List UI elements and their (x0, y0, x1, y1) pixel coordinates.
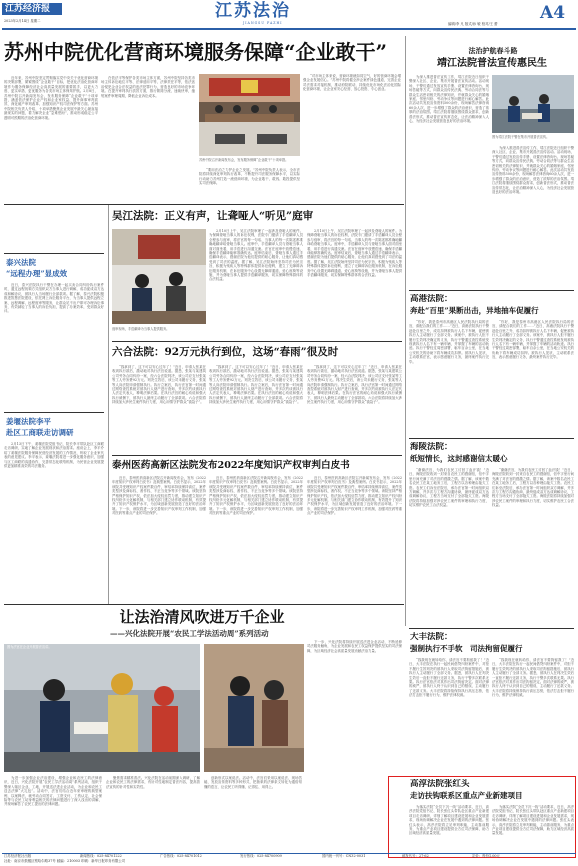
outreach-photo (492, 75, 574, 133)
lead-col-1 (4, 76, 98, 200)
wujiang-col-2 (307, 229, 402, 339)
lead-headline: 苏州中院优化营商环境服务保障“企业敢干” (4, 40, 388, 64)
dafeng-col-1 (409, 658, 489, 770)
section-title: 江苏法治 (215, 1, 291, 21)
lead-col-2 (101, 76, 195, 200)
lead-col-4-text: “对市场主体来说，营商环境就如同空气，好的营商环境会增强企业发展信心。”苏州中院将健全涉企案件绿色通道，完善企业司法需求对接机制，推动府院联动，持续优化市场化法治化国际化营商环境，让企业家安心经营、放心投资、专心创业。 (303, 74, 401, 92)
lead-col-4 (303, 74, 401, 200)
hailing-rule (409, 438, 574, 439)
footer-publisher: 江苏经济报社出版 (4, 854, 32, 858)
lead-col-1-text: 近年来，苏州中院坚定贯彻落实党中央关于优化营商环境的决策部署，紧紧围绕“企业敢干”目标，把优化法治化营商环境作为服务保障经济社会高质量发展的重要抓手，以更大力度、更实举措、更优服务为各类市场主体保驾护航。2月8日，苏州中院召开新闻发布会，发布服务保障“企业敢干”十项举措，涵盖依法保护企业产权和企业家权益、提升商事审判质效、深化破产审判改革、加强知识产权司法保护等方面。苏州中院相关负责人介绍，十项举措聚焦企业发展中最关心最直接最现实的问题，着力解决企业“急难愁盼”，推动形成稳定公平透明可预期的法治化营商环境。 (4, 76, 98, 120)
dafeng-col-2-text: “钱我现在就转给你，请法官不要拘留我了！”近日，大丰法院在执行一起民间借贷纠纷案件中，对拒不履行生效判决的被执行人采取司法拘留措施后，被执行人主动履行了全部义务。据悉，被执行人在判决生效后一直拒不履行还款义务，执行干警多次联系无果。执行法官依法对其作出司法拘留决定。面对法律的威严，被执行人终于认识到自己的错误，主动履行了还款义务。大丰法院将持续保持执行高压态势，依法打击拒不履行行为，维护法律权威。 (492, 658, 574, 698)
jiangyan-body (4, 442, 104, 588)
wujiang-col-2-text: 2月10日上午，吴江法院审理了一起涉及聋哑人的案件。为保障聋哑当事人的诉讼权利，法院专门邀请了手语翻译人员全程参与庭审，将法官的每一句话、当事人的每一次陈述都准确地翻译给聋哑当事人。庭审中，手语翻译人员与聋哑当事人面对面坐着，用手语进行沟通交流。法官在庭审中放慢语速，确保手语翻译能够准确传达。庭审结束后，聋哑当事人通过手语翻译表示，感谢法院为他们提供的贴心服务，让他们真切感受到了司法的温度。据了解，吴江法院始终坚持司法为民宗旨，积极为残疾人等特殊群体提供诉讼便利，建立了无障碍诉讼服务机制，在诉讼服务中心设置无障碍通道、爱心座椅等设施，并为聋哑当事人提供手语翻译服务，切实保障特殊群体的合法权益。 (307, 229, 402, 278)
jiangyan-title: 姜堰法院李平 (6, 417, 51, 426)
feature-headline: 靖江法院普法宣传惠民生 (437, 58, 547, 69)
gaochun-title: 高淳法院张红头 (410, 779, 470, 789)
liuhe-col-2 (209, 365, 303, 453)
taixing-body-text: 近日，泰兴法院执行干警在办理一起买卖合同纠纷执行案件时，通过远程视频方式组织双方当事人进行调解，成功促成双方达成和解协议，被执行人当场履行全部款项。据了解，泰兴法院积极推进智慧法院建设，依托网上诉讼服务平台，为当事人提供远程立案、远程调解、远程庭审等服务，让群众足不出户即可办理诉讼事务，有效减轻了当事人的诉讼负担，提高了办案效率，受到群众好评。 (4, 283, 104, 314)
feature-body-right-text: 为深入推进普法宣传工作，靖江法院近日组织干警深入社区、企业、集市开展普法宣传活动。活动现场，干警们通过发放宣传手册、设置法律咨询台、现场答疑等方式，向群众宣传民法典、劳动合同法等与群众生活密切相关的法律知识，并就群众关心的婚姻家庭、邻里纠纷、劳动争议等问题进行耐心解答。此次活动共发放宣传资料500余份，现场解答法律咨询60余人次，进一步增强了群众的法治意识，营造了浓厚的法治氛围。靖江法院将继续围绕群众需求，创新普法形式，推动普法宣传常态化，让法治精神深入人心，为经济社会发展营造良好的法治环境。 (492, 146, 574, 195)
lead-col-3 (199, 168, 300, 200)
gaogang-col-1-text: “你好，我是泰州市高港区人民法院执行局的法官，请配合我们的工作……”近日，高港法院执行干警赶赴百里之外，成功扣押被执行人名下车辆，促使被执行人主动履行了全部义务。该案中，被执行人拒不履行生效判决确定的义务，执行干警通过查控系统发现被执行人名下有一辆车辆，并掌握了车辆的活动轨迹。执行干警经过周密部署，驱车百余公里，在当地公安机关的协助下将车辆成功扣押。被执行人见状，主动联系法官，表示愿意履行义务，最终案件执行完毕。 (409, 320, 489, 364)
lead-col-2-text: 在依法平等保护各类市场主体方面，苏州中院坚持各类市场主体诉讼地位平等、法律适用平等、法律责任平等，依法惩治侵犯企业合法权益的违法犯罪行为，营造良好的市场竞争环境。在提升审判执行质效方面，推行繁简分流、速裁快审，缩短案件审理周期，降低企业诉讼成本。 (101, 76, 195, 98)
bottom-photo (4, 644, 200, 772)
taizhou-rule (112, 455, 402, 456)
feature-caption: 图为靖江法院干警在集市开展普法宣传。 (492, 135, 550, 139)
gaochun-col-2 (492, 805, 574, 855)
gaogang-col-2-text: “你好，我是泰州市高港区人民法院执行局的法官，请配合我们的工作……”近日，高港法院执行干警赶赴百里之外，成功扣押被执行人名下车辆，促使被执行人主动履行了全部义务。该案中，被执行人拒不履行生效判决确定的义务，执行干警通过查控系统发现被执行人名下有一辆车辆，并掌握了车辆的活动轨迹。执行干警经过周密部署，驱车百余公里，在当地公安机关的协助下将车辆成功扣押。被执行人见状，主动联系法官，表示愿意履行义务，最终案件执行完毕。 (492, 320, 574, 360)
liuhe-col-2-text: “钱拿到了，这下可以安心过年了！”近日，申请人张某在收到执行款后，激动地对执行法官说道。据悉，张某与某建筑公司劳务合同纠纷一案，经六合法院判决，该公司应支付张某等工人劳务费92万元。判决生效后，该公司未履行义务，张某等人向法院申请强制执行。执行立案后，执行法官第一时间通过网络查控系统对被执行人财产进行查询，并多次约谈被执行人法定代表人，释明法律后果。在执行法官的耐心劝说和强大执行威慑下，被执行人最终主动履行了全部款项。六合法院将持续加大涉民生案件执行力度，用心用情守护群众“钱袋子”。 (209, 365, 303, 405)
wujiang-rule (4, 204, 404, 205)
taixing-title: 泰兴法院 (6, 258, 36, 267)
bottom-col-1-text: 为进一步加强企业法治建设，增强企业和农民工的法律意识，近日，兴化法院开展“农民工学法活动周”系列活动，组织干警深入辖区企业、工地，开展送法进企业活动，为企业和农民工送去法律“大礼包”。活动中，法官们结合近年来审理的典型案例，以案释法，就劳动合同签订、工资支付、工伤认定、社会保险等与农民工切身利益相关的法律问题进行了深入浅出的讲解，并现场解答了农民工提出的法律问题。 (4, 776, 102, 807)
bottom-col-3 (204, 776, 302, 856)
bottom-col-3-text: 创新形式以案说法。活动中，法官们采用以案说法、现场答疑、发放宣传资料等多种形式，把抽象的法律条文转化为通俗易懂的语言，让农民工听得懂、记得住、用得上。 (204, 776, 302, 789)
courtroom-photo (199, 74, 300, 156)
paper-name: 江苏经济报 (5, 4, 51, 14)
gaogang-rule (409, 290, 574, 291)
divider (405, 36, 406, 626)
taizhou-headline: 泰州医药高新区法院发布2022年度知识产权审判白皮书 (112, 460, 350, 471)
bottom-headline: 让法治清风吹进万千企业 (119, 608, 285, 626)
left-brief-rule (4, 253, 104, 254)
feature-photo (492, 75, 574, 133)
lead-photo-caption: 苏州中院召开新闻发布会，发布服务保障“企业敢干”十项举措。 (199, 158, 289, 162)
liuhe-headline: 六合法院：92万元执行到位，这场“春雨”很及时 (112, 346, 339, 358)
editor-line: 编辑/李 凡 版式/孙 敏 校对/王 蕾 (448, 22, 498, 26)
lead-col-3-text: “要用法治之力护企业之发展。”苏州中院负责人表示，全市法院将持续深化审判执行改革，不断提升司法服务保障水平，以实际行动助力苏州打造一流营商环境，为企业敢干、敢闯、敢投提供坚实司法保障。 (199, 168, 300, 186)
liuhe-col-1 (112, 365, 206, 453)
feature-body-text: 为深入推进普法宣传工作，靖江法院近日组织干警深入社区、企业、集市开展普法宣传活动。活动现场，干警们通过发放宣传手册、设置法律咨询台、现场答疑等方式，向群众宣传民法典、劳动合同法等与群众生活密切相关的法律知识，并就群众关心的婚姻家庭、邻里纠纷、劳动争议等问题进行耐心解答。此次活动共发放宣传资料500余份，现场解答法律咨询60余人次，进一步增强了群众的法治意识，营造了浓厚的法治氛围。靖江法院将继续围绕群众需求，创新普法形式，推动普法宣传常态化，让法治精神深入人心，为经济社会发展营造良好的法治环境。 (409, 75, 489, 124)
taizhou-col-3 (307, 476, 402, 598)
lead-photo (199, 74, 300, 156)
taizhou-col-2-text: 近日，泰州医药高新区法院召开新闻发布会，发布《2022年度知识产权审判白皮书》及典型案例。白皮书显示，2022年该院共受理知识产权案件数百件，审结率持续保持高位，案件类型涉及商标权、著作权、不正当竞争等多个领域。该院坚持严格保护知识产权，依法加大侵权惩罚力度，推动建立知识产权纠纷多元化解机制，与相关部门建立协作联动机制，有效提升了知识产权保护水平，为区域创新发展营造了良好的法治环境。下一步，该院将进一步完善知识产权审判工作机制，加强对医药等重点产业的司法保护。 (209, 476, 303, 516)
liuhe-col-3-text: “钱拿到了，这下可以安心过年了！”近日，申请人张某在收到执行款后，激动地对执行法官说道。据悉，张某与某建筑公司劳务合同纠纷一案，经六合法院判决，该公司应支付张某等工人劳务费92万元。判决生效后，该公司未履行义务，张某等人向法院申请强制执行。执行立案后，执行法官第一时间通过网络查控系统对被执行人财产进行查询，并多次约谈被执行人法定代表人，释明法律后果。在执行法官的耐心劝说和强大执行威慑下，被执行人最终主动履行了全部款项。六合法院将持续加大涉民生案件执行力度，用心用情守护群众“钱袋子”。 (307, 365, 402, 405)
taizhou-col-2 (209, 476, 303, 598)
taixing-subtitle: “远程办理”显成效 (6, 269, 68, 278)
dafeng-subtitle: 强制执行不手软 司法拘留促履行 (410, 644, 523, 653)
jiangyan-subtitle: 赴区工商联走访调研 (6, 428, 74, 437)
trial-photo (112, 229, 206, 324)
dafeng-rule (409, 628, 574, 629)
gaogang-subtitle: 奔赴“百里”果断出击，异地抽车促履行 (410, 306, 539, 315)
gaogang-col-1 (409, 320, 489, 435)
workshop-photo (4, 644, 200, 772)
liuhe-col-3 (307, 365, 402, 453)
footer-news-hotline: 新闻热线：025-84701222 (80, 854, 122, 858)
taizhou-col-3-text: 近日，泰州医药高新区法院召开新闻发布会，发布《2022年度知识产权审判白皮书》及典型案例。白皮书显示，2022年该院共受理知识产权案件数百件，审结率持续保持高位，案件类型涉及商标权、著作权、不正当竞争等多个领域。该院坚持严格保护知识产权，依法加大侵权惩罚力度，推动建立知识产权纠纷多元化解机制，与相关部门建立协作联动机制，有效提升了知识产权保护水平，为区域创新发展营造了良好的法治环境。下一步，该院将进一步完善知识产权审判工作机制，加强对医药等重点产业的司法保护。 (307, 476, 402, 516)
bottom-col-4 (307, 640, 402, 856)
wujiang-col-1-text: 2月10日上午，吴江法院审理了一起涉及聋哑人的案件。为保障聋哑当事人的诉讼权利，法院专门邀请了手语翻译人员全程参与庭审，将法官的每一句话、当事人的每一次陈述都准确地翻译给聋哑当事人。庭审中，手语翻译人员与聋哑当事人面对面坐着，用手语进行沟通交流。法官在庭审中放慢语速，确保手语翻译能够准确传达。庭审结束后，聋哑当事人通过手语翻译表示，感谢法院为他们提供的贴心服务，让他们真切感受到了司法的温度。据了解，吴江法院始终坚持司法为民宗旨，积极为残疾人等特殊群体提供诉讼便利，建立了无障碍诉讼服务机制，在诉讼服务中心设置无障碍通道、爱心座椅等设施，并为聋哑当事人提供手语翻译服务，切实保障特殊群体的合法权益。 (209, 229, 303, 282)
taizhou-col-1 (112, 476, 206, 598)
dafeng-title: 大丰法院： (410, 632, 453, 642)
footer-ad-hotline: 广告热线：025-84701012 (160, 854, 202, 858)
footer-distribution-hotline: 发行热线：025-84700909 (240, 854, 282, 858)
gaochun-subtitle: 走访扶钩联系区重点产业新建项目 (410, 791, 523, 800)
jiangyan-body-text: 2月13日下午，姜堰法院党组书记、院长李平带队赴区工商联走访调研，实地了解企业发展现状和法治需求。座谈会上，李平介绍了姜堰法院服务保障民营经济发展的工作情况，听取了企业家代表的意见建议。李平表示，姜堰法院将进一步强化服务意识，加强与区工商联的沟通协作，完善常态化联络机制，为民营企业发展提供更加精准高效的司法服务。 (4, 442, 104, 469)
gaochun-col-1-text: 为落实法院“全员下沉一线”活动要求，近日，高淳法院党组书记、院长张红头带队赴区重点产业新建项目走访调研，详细了解项目建设进展和企业发展需求，现场协调解决企业在发展中遇到的法律问题。张红头表示，高淳法院将立足审判职能，主动靠前服务，为重点产业项目建设提供全方位司法保障，助力区域经济高质量发展。 (409, 805, 489, 836)
wujiang-headline: 吴江法院：正义有声，让聋哑人“听见”庭审 (112, 210, 314, 222)
dafeng-col-1-text: “钱我现在就转给你，请法官不要拘留我了！”近日，大丰法院在执行一起民间借贷纠纷案件中，对拒不履行生效判决的被执行人采取司法拘留措施后，被执行人主动履行了全部义务。据悉，被执行人在判决生效后一直拒不履行还款义务，执行干警多次联系无果。执行法官依法对其作出司法拘留决定。面对法律的威严，被执行人终于认识到自己的错误，主动履行了还款义务。大丰法院将持续保持执行高压态势，依法打击拒不履行行为，维护法律权威。 (409, 658, 489, 698)
wujiang-col-1 (209, 229, 303, 339)
feature-kicker: 法治护航春斗路 (468, 46, 518, 55)
bottom-col-2-text: 聚焦需求精准普法。兴化法院在活动前期深入调研，了解企业和农民工的法律需求，有针对性地制定普法内容，提高普法宣传的针对性和实效性。 (106, 776, 200, 789)
bottom-col-4-text: 下一步，兴化法院将持续开展送法进企业活动，不断延伸司法服务触角，为企业发展和农民工权益保护提供坚实的司法保障，为区域经济社会高质量发展贡献法治力量。 (307, 640, 402, 653)
liuhe-rule (112, 341, 402, 342)
gaochun-col-1 (409, 805, 489, 855)
footer-postal-code: 邮发代号：27-62 (402, 854, 429, 858)
left-brief-rule-2 (4, 412, 104, 413)
bottom-photo-caption: 图为法官在企业开展普法宣讲。 (7, 645, 52, 649)
section-title-pinyin: JIANGSU FAZHI (243, 21, 283, 25)
taixing-body (4, 283, 104, 408)
bottom-col-1 (4, 776, 102, 856)
footer-address: 社址：南京市鼓楼区察哈尔路37号 邮编：210003 印刷：新华日报印务有限公司 (4, 859, 126, 863)
masthead-rule (2, 28, 576, 30)
bottom-subtitle: ——兴化法院开展“农民工学法活动周”系列活动 (110, 629, 269, 638)
hailing-col-1-text: “谢谢法官，为我们农民工讨回了血汗钱！”近日，海陵法院收到一封来自农民工的感谢信，信中字里行间充满了对法官的感激之情。据了解，该案中数名农民工在某工地务工后，工程方以各种理由拖欠工资。农民工们诉至法院后，承办法官第一时间组织双方调解，并多次与工程方沟通协商，最终促成双方达成调解协议，工程方当场支付了全部拖欠工资。海陵法院将持续加强对涉农民工案件的审理和执行力度，切实维护农民工合法权益。 (409, 468, 489, 508)
hailing-subtitle: 纸短情长，这封感谢信太暖心 (410, 454, 508, 463)
gaogang-col-2 (492, 320, 574, 435)
taizhou-col-1-text: 近日，泰州医药高新区法院召开新闻发布会，发布《2022年度知识产权审判白皮书》及典型案例。白皮书显示，2022年该院共受理知识产权案件数百件，审结率持续保持高位，案件类型涉及商标权、著作权、不正当竞争等多个领域。该院坚持严格保护知识产权，依法加大侵权惩罚力度，推动建立知识产权纠纷多元化解机制，与相关部门建立协作联动机制，有效提升了知识产权保护水平，为区域创新发展营造了良好的法治环境。下一步，该院将进一步完善知识产权审判工作机制，加强对医药等重点产业的司法保护。 (112, 476, 206, 516)
bottom-col-2 (106, 776, 200, 856)
footer (2, 854, 576, 865)
feature-body-right (492, 146, 574, 285)
hailing-title: 海陵法院： (410, 442, 453, 452)
dafeng-col-2 (492, 658, 574, 770)
feature-body-left (409, 75, 489, 285)
bottom-photo-2 (204, 644, 304, 772)
wujiang-photo (112, 229, 206, 324)
gaochun-col-2-text: 为落实法院“全员下沉一线”活动要求，近日，高淳法院党组书记、院长张红头带队赴区重点产业新建项目走访调研，详细了解项目建设进展和企业发展需求，现场协调解决企业在发展中遇到的法律问题。张红头表示，高淳法院将立足审判职能，主动靠前服务，为重点产业项目建设提供全方位司法保障，助力区域经济高质量发展。 (492, 805, 574, 836)
divider (108, 205, 109, 605)
hailing-col-2-text: “谢谢法官，为我们农民工讨回了血汗钱！”近日，海陵法院收到一封来自农民工的感谢信，信中字里行间充满了对法官的感激之情。据了解，该案中数名农民工在某工地务工后，工程方以各种理由拖欠工资。农民工们诉至法院后，承办法官第一时间组织双方调解，并多次与工程方沟通协商，最终促成双方达成调解协议，工程方当场支付了全部拖欠工资。海陵法院将持续加强对涉农民工案件的审理和执行力度，切实维护农民工合法权益。 (492, 468, 574, 508)
paper-name-tab (2, 3, 62, 15)
wujiang-caption: 庭审现场，手语翻译为当事人提供服务。 (112, 327, 170, 331)
bottom-feature-rule (4, 604, 404, 605)
date-line: 2023年2月14日 星期二 (4, 19, 41, 23)
liuhe-col-1-text: “钱拿到了，这下可以安心过年了！”近日，申请人张某在收到执行款后，激动地对执行法官说道。据悉，张某与某建筑公司劳务合同纠纷一案，经六合法院判决，该公司应支付张某等工人劳务费92万元。判决生效后，该公司未履行义务，张某等人向法院申请强制执行。执行立案后，执行法官第一时间通过网络查控系统对被执行人财产进行查询，并多次约谈被执行人法定代表人，释明法律后果。在执行法官的耐心劝说和强大执行威慑下，被执行人最终主动履行了全部款项。六合法院将持续加大涉民生案件执行力度，用心用情守护群众“钱袋子”。 (112, 365, 206, 405)
footer-price: 定价：每份1.00元 (472, 854, 500, 858)
page-number: A4 (540, 3, 566, 23)
hailing-col-1 (409, 468, 489, 618)
gaogang-title: 高港法院： (410, 294, 453, 304)
footer-issn: 国内统一刊号：CN32-0031 (322, 854, 366, 858)
hailing-col-2 (492, 468, 574, 618)
presentation-photo (204, 644, 304, 772)
